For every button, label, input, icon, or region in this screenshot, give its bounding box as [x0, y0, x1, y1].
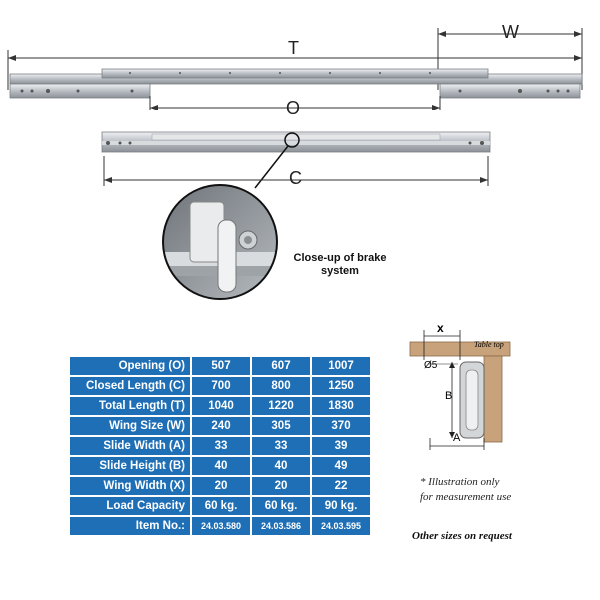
- section-b-label: B: [445, 390, 453, 402]
- table-row: [70, 377, 370, 395]
- section-table-top-label: Table top: [474, 340, 504, 349]
- closeup-caption-line2: system: [321, 265, 359, 277]
- spec-value: 1220: [252, 397, 310, 415]
- spec-value: 700: [192, 377, 250, 395]
- section-diameter-label: Ø5: [424, 360, 438, 371]
- spec-value: 800: [252, 377, 310, 395]
- illustration-note-line1: * Illustration only: [420, 476, 500, 488]
- section-x-label: x: [437, 321, 444, 335]
- spec-value: 40: [252, 457, 310, 475]
- table-row: [70, 457, 370, 475]
- dimension-label-o: O: [286, 98, 301, 118]
- spec-value: 60 kg.: [252, 497, 310, 515]
- spec-value: 507: [192, 357, 250, 375]
- spec-label: Closed Length (C): [70, 377, 190, 395]
- extended-slide-drawing: [0, 0, 600, 110]
- dimension-label-t: T: [288, 38, 299, 58]
- spec-label: Wing Width (X): [70, 477, 190, 495]
- specs-table: [68, 355, 372, 537]
- section-a-label: A: [453, 432, 461, 444]
- spec-value: 60 kg.: [192, 497, 250, 515]
- closeup-caption-line1: Close-up of brake: [293, 252, 387, 264]
- dimension-label-c: C: [289, 168, 302, 188]
- spec-value: 49: [312, 457, 370, 475]
- spec-label: Item No.:: [70, 517, 190, 535]
- spec-label: Load Capacity: [70, 497, 190, 515]
- table-row: [70, 517, 370, 535]
- closeup-caption: [282, 252, 398, 278]
- table-row: [70, 417, 370, 435]
- table-row: [70, 357, 370, 375]
- spec-label: Wing Size (W): [70, 417, 190, 435]
- spec-value: 39: [312, 437, 370, 455]
- spec-label: Opening (O): [70, 357, 190, 375]
- cross-section-diagram: [400, 320, 530, 455]
- spec-value: 370: [312, 417, 370, 435]
- illustration-note-line2: for measurement use: [420, 491, 512, 503]
- spec-value: 1830: [312, 397, 370, 415]
- spec-value: 24.03.586: [252, 517, 310, 535]
- table-row: [70, 437, 370, 455]
- spec-value: 240: [192, 417, 250, 435]
- brake-closeup-image: [160, 182, 280, 302]
- spec-value: 90 kg.: [312, 497, 370, 515]
- spec-value: 24.03.595: [312, 517, 370, 535]
- spec-value: 1007: [312, 357, 370, 375]
- spec-value: 305: [252, 417, 310, 435]
- spec-value: 24.03.580: [192, 517, 250, 535]
- spec-value: 1040: [192, 397, 250, 415]
- table-row: [70, 397, 370, 415]
- spec-value: 20: [252, 477, 310, 495]
- table-row: [70, 477, 370, 495]
- spec-value: 1250: [312, 377, 370, 395]
- spec-value: 607: [252, 357, 310, 375]
- spec-value: 20: [192, 477, 250, 495]
- other-sizes-note: Other sizes on request: [412, 530, 512, 542]
- spec-value: 22: [312, 477, 370, 495]
- spec-value: 40: [192, 457, 250, 475]
- spec-value: 33: [252, 437, 310, 455]
- table-row: [70, 497, 370, 515]
- spec-label: Slide Height (B): [70, 457, 190, 475]
- spec-label: Total Length (T): [70, 397, 190, 415]
- spec-value: 33: [192, 437, 250, 455]
- spec-label: Slide Width (A): [70, 437, 190, 455]
- dimension-label-w: W: [502, 22, 519, 42]
